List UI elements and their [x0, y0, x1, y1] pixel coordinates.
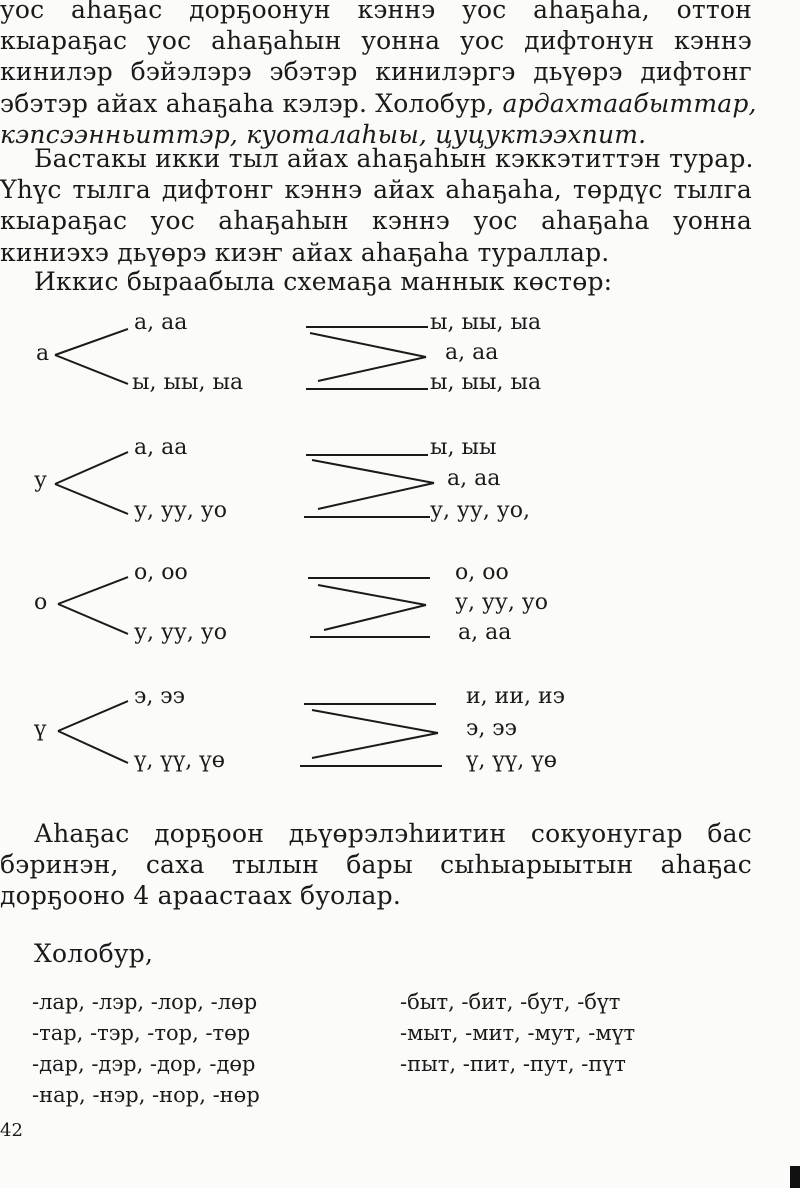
paragraph-3-line-1: Иккис быраабыла схемаҕа маннык көстөр: [34, 267, 613, 296]
group-1-upper: а, аа [134, 310, 188, 335]
example-label-text: Холобур, [34, 939, 154, 968]
suffix-row: -пыт, -пит, -пут, -пүт [400, 1052, 626, 1076]
group-2-upper: а, аа [134, 435, 188, 460]
branch-line [55, 484, 128, 514]
connector-line [318, 357, 426, 381]
group-1-right-bottom: ы, ыы, ыа [430, 370, 542, 395]
group-3-right-mid: у, уу, уо [455, 590, 548, 615]
group-2-right-bottom: у, уу, уо, [430, 498, 530, 523]
paragraph-4-line-1: Аһаҕас дорҕоон дьүөрэлэһиитин сокуонугар бас [34, 819, 752, 848]
connector-line [312, 460, 434, 483]
connector-line [324, 605, 426, 630]
suffix-row: -дар, -дэр, -дор, -дөр [32, 1052, 256, 1076]
group-1-right-top: ы, ыы, ыа [430, 310, 542, 335]
example-word-italic: ардахтаабыттар, [502, 88, 757, 118]
branch-line [55, 329, 128, 355]
group-4-upper: э, ээ [134, 684, 185, 709]
connector-line [318, 483, 434, 509]
branch-line [58, 577, 128, 604]
connector-line [312, 710, 438, 733]
branch-line [58, 731, 128, 763]
branch-line [58, 604, 128, 634]
paragraph-2-line-3: кыараҕас уос аһаҕаһын кэннэ уос аһаҕаһа уонна [0, 206, 752, 236]
suffix-row: -мыт, -мит, -мут, -мүт [400, 1021, 636, 1045]
branch-line [55, 355, 128, 384]
group-4-lower: ү, үү, үө [134, 748, 225, 773]
group-1-right-mid: а, аа [445, 340, 499, 365]
group-2-root: у [34, 468, 47, 493]
paragraph-2-line-1: Бастакы икки тыл айах аһаҕаһын кэккэтиттэн турар. [34, 144, 754, 173]
group-1-lower: ы, ыы, ыа [132, 370, 244, 395]
connector-line [312, 733, 438, 758]
suffix-row: -тар, -тэр, -тор, -төр [32, 1021, 251, 1045]
page-edge-mark [790, 1166, 800, 1188]
paragraph-1-line-3: кинилэр бэйэлэрэ эбэтэр кинилэргэ дьүөрэ дифтонг [0, 57, 752, 87]
paragraph-2-line-2: Үһүс тылга дифтонг кэннэ айах аһаҕаһа, төрдүс тылга [0, 175, 752, 205]
paragraph-1-line-2: кыараҕас уос аһаҕаһын уонна уос дифтонун кэннэ [0, 26, 752, 56]
paragraph-4-line-3: дорҕооно 4 араастаах буолар. [0, 881, 401, 911]
page-number: 42 [0, 1120, 23, 1141]
example-words-italic: кэпсээнньиттэр, куоталаһыы, цуцуктээхпит. [0, 119, 647, 149]
branch-line [58, 701, 128, 731]
group-2-right-mid: а, аа [447, 466, 501, 491]
group-3-right-top: о, оо [455, 560, 509, 585]
paragraph-1-line-1: уос аһаҕас дорҕоонун кэннэ уос аһаҕаһа, оттон [0, 0, 752, 24]
branch-line [55, 452, 128, 484]
group-4-right-mid: э, ээ [466, 716, 517, 741]
connector-line [318, 585, 426, 605]
group-4-right-top: и, ии, иэ [466, 684, 565, 709]
group-2-right-top: ы, ыы [430, 435, 497, 460]
group-3-lower: у, уу, уо [134, 620, 227, 645]
suffix-row: -лар, -лэр, -лор, -лөр [32, 990, 258, 1014]
group-3-root: о [34, 590, 48, 615]
suffix-row: -нар, -нэр, -нор, -нөр [32, 1083, 260, 1107]
paragraph-4-line-2: бэринэн, саха тылын бары сыһыарыытын аһаҕас [0, 850, 752, 880]
group-3-upper: о, оо [134, 560, 188, 585]
group-4-right-bottom: ү, үү, үө [466, 748, 557, 773]
connector-line [310, 333, 426, 357]
paragraph-1-line-4-text: эбэтэр айах аһаҕаһа кэлэр. Холобур, [0, 88, 495, 118]
group-1-root: а [36, 341, 50, 366]
group-2-lower: у, уу, уо [134, 498, 227, 523]
group-3-right-bottom: а, аа [458, 620, 512, 645]
example-label [0, 938, 752, 969]
paragraph-2-line-4: киниэхэ дьүөрэ киэҥ айах аһаҕаһа тураллар. [0, 237, 610, 267]
suffix-row: -быт, -бит, -бут, -бүт [400, 990, 621, 1014]
group-4-root: ү [34, 717, 47, 742]
paragraph-4 [0, 818, 752, 912]
